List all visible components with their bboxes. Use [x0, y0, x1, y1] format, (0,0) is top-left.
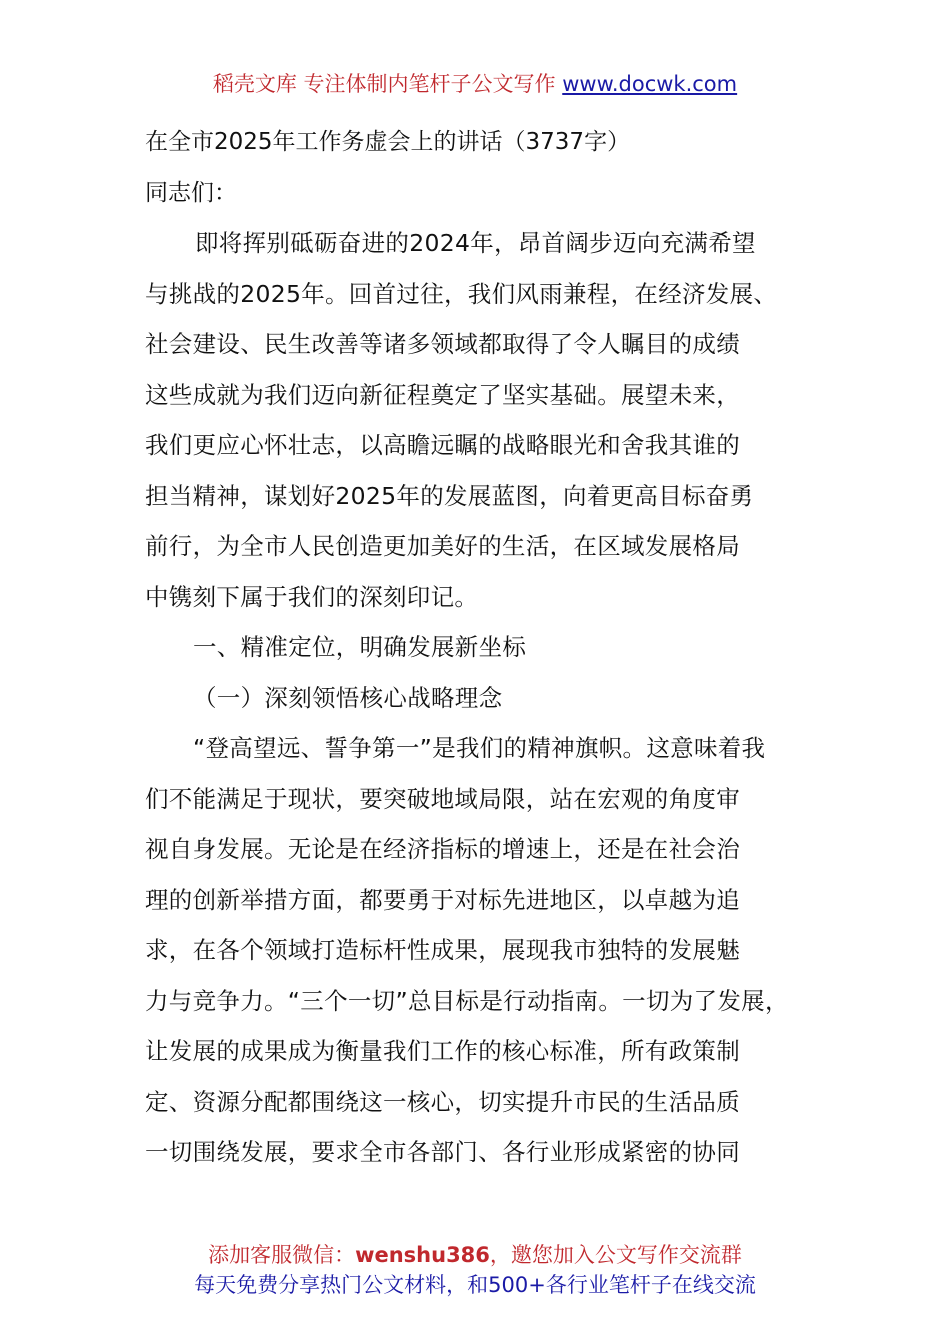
paragraph-line: 即将挥别砥砺奋进的2024年，昂首阔步迈向充满希望 — [195, 229, 756, 257]
paragraph-line: 我们更应心怀壮志，以高瞻远瞩的战略眼光和舍我其谁的 — [145, 431, 740, 459]
paragraph-line: 理的创新举措方面，都要勇于对标先进地区，以卓越为追 — [145, 886, 740, 914]
paragraph-line: 视自身发展。无论是在经济指标的增速上，还是在社会治 — [145, 835, 740, 863]
paragraph-line: 一切围绕发展，要求全市各部门、各行业形成紧密的协同 — [145, 1138, 740, 1166]
footer-wechat-line — [0, 1240, 950, 1270]
document-title: 在全市2025年工作务虚会上的讲话（3737字） — [145, 129, 631, 155]
footer-suffix: ，邀您加入公文写作交流群 — [489, 1243, 742, 1267]
paragraph-line: 担当精神，谋划好2025年的发展蓝图，向着更高目标奋勇 — [145, 482, 754, 510]
footer-share-line: 每天免费分享热门公文材料，和500+各行业笔杆子在线交流 — [194, 1273, 756, 1297]
paragraph-line: 这些成就为我们迈向新征程奠定了坚实基础。展望未来， — [145, 381, 740, 409]
subsection-heading: （一）深刻领悟核心战略理念 — [193, 684, 503, 712]
paragraph-line: 力与竞争力。“三个一切”总目标是行动指南。一切为了发展， — [145, 987, 789, 1015]
brand-text: 稻壳文库 专注体制内笔杆子公文写作 — [212, 72, 556, 96]
paragraph-line: 前行，为全市人民创造更加美好的生活，在区域发展格局 — [145, 532, 740, 560]
paragraph-line: “登高望远、誓争第一”是我们的精神旗帜。这意味着我 — [193, 734, 766, 762]
footer-prefix: 添加客服微信： — [208, 1243, 356, 1267]
paragraph-line: 与挑战的2025年。回首过往，我们风雨兼程，在经济发展、 — [145, 280, 778, 308]
greeting: 同志们： — [145, 180, 237, 206]
header-banner — [0, 68, 950, 100]
wechat-id: wenshu386 — [355, 1243, 490, 1267]
paragraph-line: 让发展的成果成为衡量我们工作的核心标准，所有政策制 — [145, 1037, 740, 1065]
section-heading: 一、精准定位，明确发展新坐标 — [193, 633, 527, 661]
paragraph-line: 中镌刻下属于我们的深刻印记。 — [145, 583, 479, 611]
paragraph-line: 社会建设、民生改善等诸多领域都取得了令人瞩目的成绩 — [145, 330, 740, 358]
paragraph-line: 定、资源分配都围绕这一核心，切实提升市民的生活品质 — [145, 1088, 740, 1116]
paragraph-line: 求，在各个领域打造标杆性成果，展现我市独特的发展魅 — [145, 936, 740, 964]
paragraph-line: 们不能满足于现状，要突破地域局限，站在宏观的角度审 — [145, 785, 740, 813]
website-link[interactable]: www.docwk.com — [562, 72, 738, 96]
